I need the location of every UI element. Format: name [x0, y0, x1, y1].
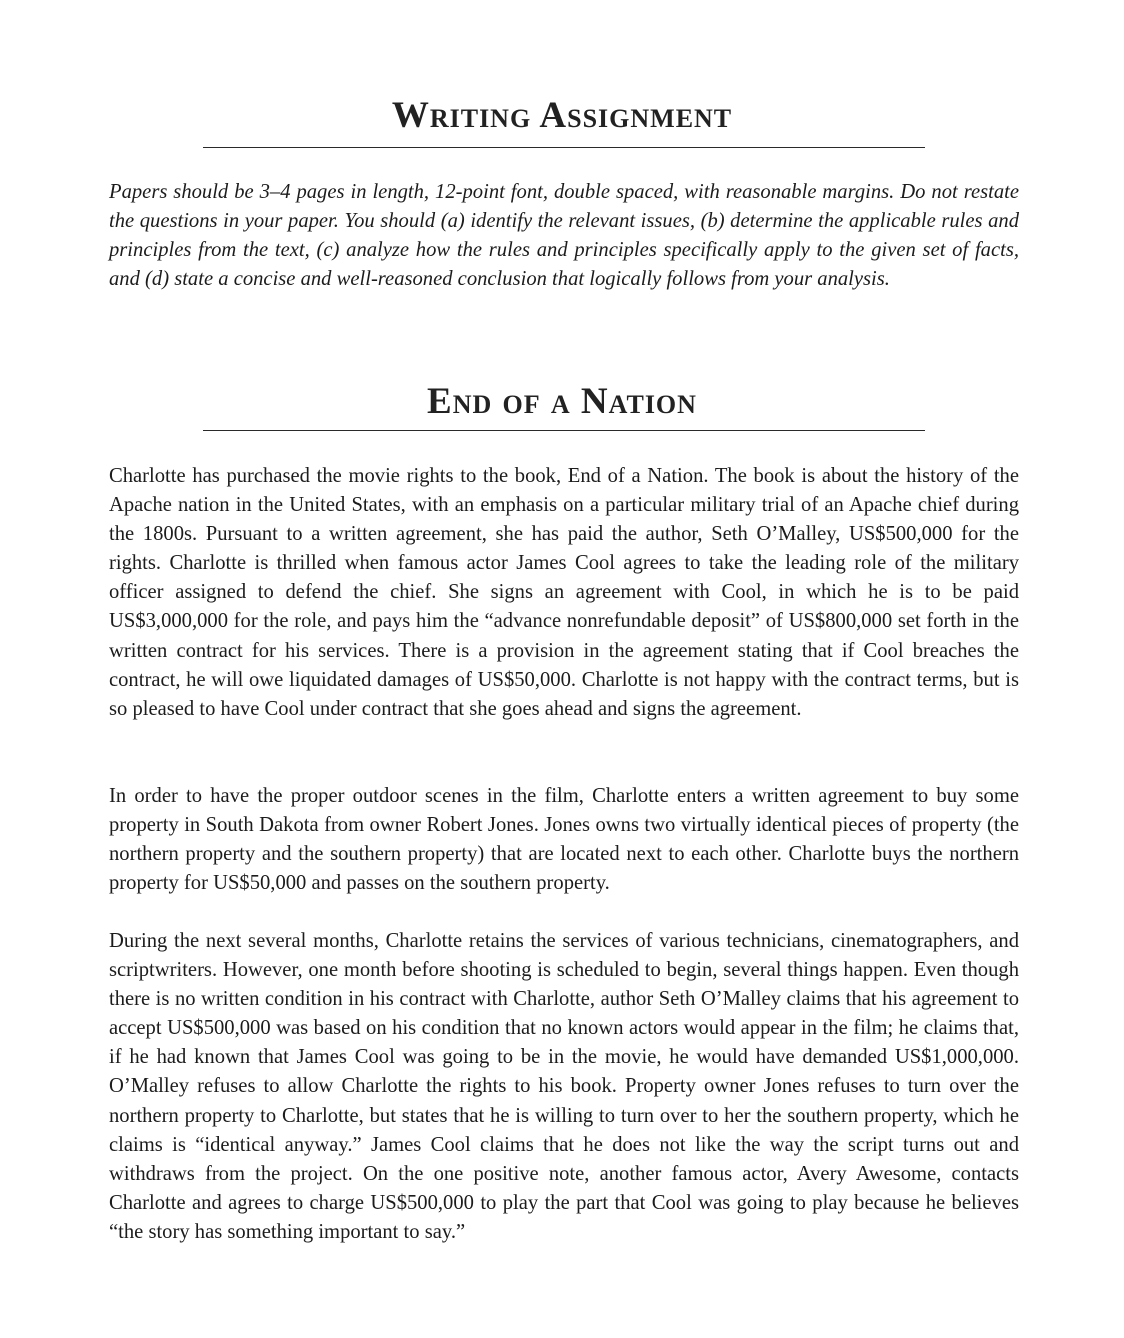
case-title-heading: End of a Nation	[427, 381, 697, 422]
case-title-rule	[203, 430, 925, 431]
heading-rule	[203, 147, 925, 148]
case-paragraph-2: In order to have the proper outdoor scenes in the film, Charlotte enters a written agreement to buy some property in South Dakota from owner Robert Jones. Jones owns two virtually identical pieces of property (the northern property and the southern property) that are located next to each other. Charlotte buys the northern property for US$50,000 and passes on the southern property.	[109, 785, 1019, 895]
assignment-instructions: Papers should be 3–4 pages in length, 12-point font, double spaced, with reasonable margins. Do not restate the questions in your paper. You should (a) identify the relevant issues, (b) determine the applicable rules and principles from the text, (c) analyze how the rules and principles specifically apply to the given set of facts, and (d) state a concise and well-reasoned conclusion that logically follows from your analysis.	[109, 181, 1019, 291]
case-paragraph-3: During the next several months, Charlotte retains the services of various technicians, cinematographers, and scriptwriters. However, one month before shooting is scheduled to begin, several things happen. Even though there is no written condition in his contract with Charlotte, author Seth O’Malley claims that his agreement to accept US$500,000 was based on his condition that no known actors would appear in the film; he claims that, if he had known that James Cool was going to be in the movie, he would have demanded US$1,000,000. O’Malley refuses to allow Charlotte the rights to his book. Property owner Jones refuses to turn over the northern property to Charlotte, but states that he is willing to turn over to her the southern property, which he claims is “identical anyway.” James Cool claims that he does not like the way the script turns out and withdraws from the project. On the one positive note, another famous actor, Avery Awesome, contacts Charlotte and agrees to charge US$500,000 to play the part that Cool was going to play because he believes “the story has something important to say.”	[109, 930, 1019, 1243]
case-paragraph-1: Charlotte has purchased the movie rights to the book, End of a Nation. The book is about the history of the Apache nation in the United States, with an emphasis on a particular military trial of an Apache chief during the 1800s. Pursuant to a written agreement, she has paid the author, Seth O’Malley, US$500,000 for the rights. Charlotte is thrilled when famous actor James Cool agrees to take the leading role of the military officer assigned to defend the chief. She signs an agreement with Cool, in which he is to be paid US$3,000,000 for the role, and pays him the “advance nonrefundable deposit” of US$800,000 set forth in the written contract for his services. There is a provision in the agreement stating that if Cool breaches the contract, he will owe liquidated damages of US$50,000. Charlotte is not happy with the contract terms, but is so pleased to have Cool under contract that she goes ahead and signs the agreement.	[109, 465, 1019, 720]
writing-assignment-heading: Writing Assignment	[391, 95, 733, 136]
